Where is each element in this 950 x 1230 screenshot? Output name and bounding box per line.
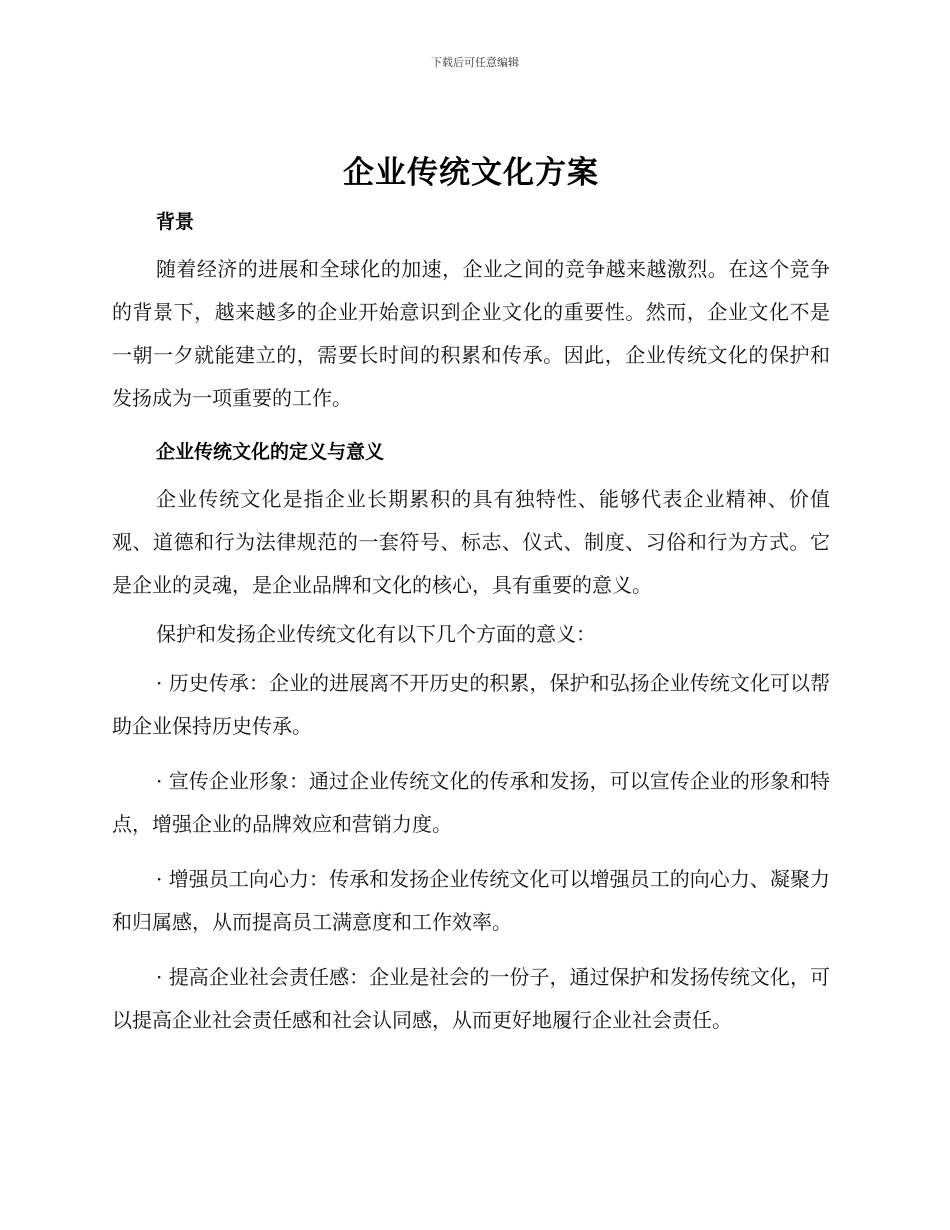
document-title: 企业传统文化方案 xyxy=(343,155,599,191)
paragraph: 随着经济的进展和全球化的加速，企业之间的竞争越来越激烈。在这个竞争的背景下，越来越多的企业开始意识到企业文化的重要性。然而，企业文化不是一朝一夕就能建立的，需要长时间的积累和传承。因此，企业传统文化的保护和发扬成为一项重要的工作。 xyxy=(112,257,830,410)
section-heading-definition: 企业传统文化的定义与意义 xyxy=(156,441,385,463)
paragraph: 企业传统文化是指企业长期累积的具有独特性、能够代表企业精神、价值观、道德和行为法律规范的一套符号、标志、仪式、制度、习俗和行为方式。它是企业的灵魂，是企业品牌和文化的核心，具有重要的意义。 xyxy=(112,487,830,597)
document-body xyxy=(112,150,830,1042)
paragraph: 保护和发扬企业传统文化有以下几个方面的意义： xyxy=(156,622,596,646)
bullet-item: · 增强员工向心力：传承和发扬企业传统文化可以增强员工的向心力、凝聚力和归属感，从而提高员工满意度和工作效率。 xyxy=(112,867,830,934)
bullet-item: · 历史传承：企业的进展离不开历史的积累，保护和弘扬企业传统文化可以帮助企业保持历史传承。 xyxy=(112,671,830,738)
section-heading-background: 背景 xyxy=(156,211,195,233)
bullet-item: · 提高企业社会责任感：企业是社会的一份子，通过保护和发扬传统文化，可以提高企业社会责任感和社会认同感，从而更好地履行企业社会责任。 xyxy=(112,965,830,1032)
header-note: 下载后可任意编辑 xyxy=(431,56,519,69)
bullet-item: · 宣传企业形象：通过企业传统文化的传承和发扬，可以宣传企业的形象和特点，增强企业的品牌效应和营销力度。 xyxy=(112,769,830,836)
